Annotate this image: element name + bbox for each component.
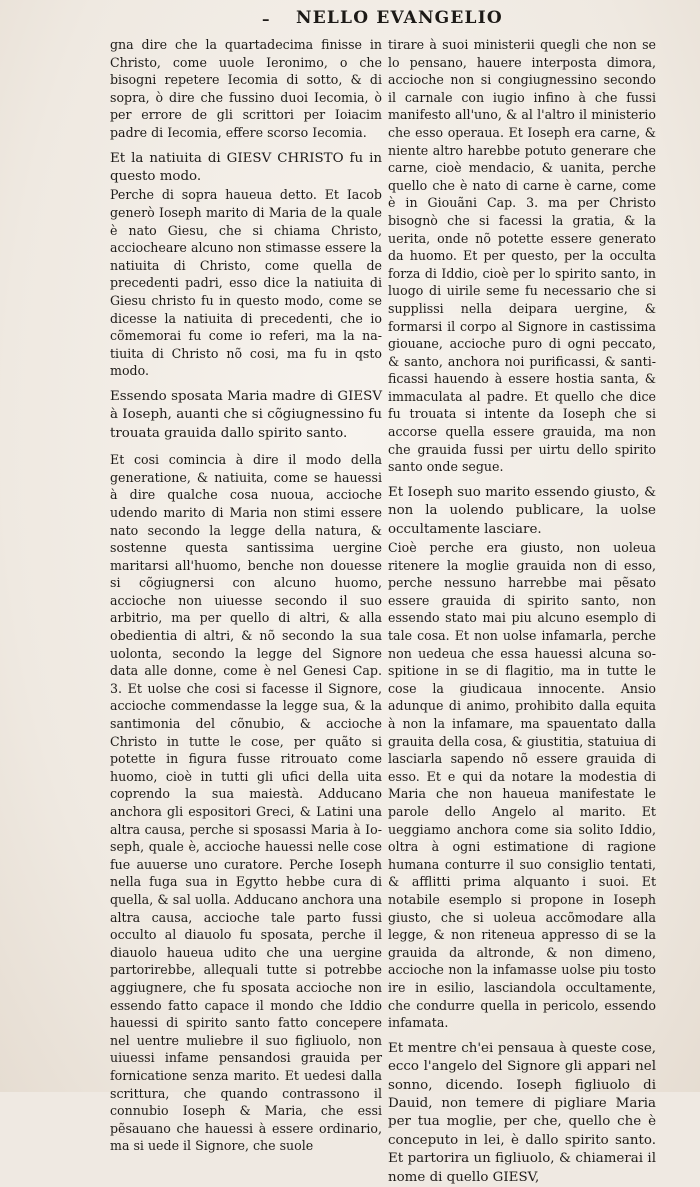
paragraph: gna dire che la quartadecima finisse in Christo, come uuole Ieronimo, o che bisogni repetere Iecomia di sotto, & di sopra, ò dire che fussino duoi Iecomia, ò per errore de gli scrittori per Ioiacim padre di Iecomia, effere scorso Iecomia. bbox=[110, 37, 382, 140]
left-column bbox=[110, 36, 382, 1154]
gospel-lemma: Et mentre ch'ei pensaua à queste cose, ecco l'angelo del Signore gli appari nel sonno, dicendo. Ioseph figliuolo di Dauid, non temere di pigliare Maria per tua moglie, per che, quello che è conceputo in lei, è dallo spirito santo. Et partorira un figliuolo, & chiamerai il nome di quello GIESV, bbox=[388, 1040, 656, 1185]
paragraph: Cioè perche era giusto, non uoleua ritenere la moglie grauida non di esso, perche nessuno harrebbe mai pẽsato essere grauida di spirito santo, non essendo stato mai piu alcuno esemplo di tale cosa. Et non uolse infamarla, perche non uedeua che essa hauessi alcuna sospitione in se di flagitio, ma in tutte le cose la giudicaua innocente. Ansio adunque di animo, prohibito dalla equita à non la infamare, ma spauentato dalla grauita della cosa, & giustitia, statuiua di lasciarla sapendo nõ essere grauida di esso. Et e qui da notare la modestia di Maria che non haueua manifestate le parole dello Angelo al marito. Et ueggiamo anchora come sia solito Iddio, oltra à ogni estimatione di ragione humana conturre il suo consiglio tentati, & afflitti prima alquanto i suoi. Et notabile esemplo si propone in Ioseph giusto, che si uoleua accõmodare alla legge, & non riteneua appresso di se la grauida da altronde, & non dimeno, accioche non la infamasse uolse piu tosto ire in esilio, lasciandola occultamente, che condurre quella in pericolo, essendo infamata. bbox=[388, 540, 656, 1031]
page-header bbox=[0, 6, 700, 32]
gospel-lemma: Essendo sposata Maria madre di GIESV à Ioseph, auanti che si cõgiugnessino fu trouata grauida dallo spirito santo. bbox=[110, 388, 382, 441]
paragraph: tirare à suoi ministerii quegli che non se lo pensano, hauere interposta dimora, accioche non si congiugnessino secondo il carnale con iugio infino à che fussi manifesto all'uno, & al l'altro il ministerio che esso operaua. Et Ioseph era carne, & niente altro harebbe potuto generare che carne, cioè mendacio, & uanita, perche quello che è nato di carne è carne, come è in Giouãni Cap. 3. ma per Christo bisognò che si facessi la gratia, & la uerita, onde nõ potette essere generato da huomo. Et per questo, per la occulta forza di Iddio, cioè per lo spirito santo, in luogo di uirile seme fu necessario che si supplissi nella deipara uergine, & formarsi il corpo al Signore in castissima giouane, accioche puro di ogni peccato, & santo, anchora noi purificassi, & santificassi hauendo à essere hostia santa, & immaculata al padre. Et quello che dice fu trouata si intente da Ioseph che si accorse quella essere grauida, ma non che grauida fussi per uirtu dello spirito santo onde segue. bbox=[388, 37, 656, 475]
paragraph: Perche di sopra haueua detto. Et Iacob generò Ioseph marito di Maria de la quale è nato Giesu, che si chiama Christo, acciocheare alcuno non stimasse essere la natiuita di Christo, come quella de precedenti padri, esso dice la natiuita di Giesu christo fu in questo modo, come se dicesse la natiuita di precedenti, che io cõmemorai fu come io referi, ma la natiuita di Christo nõ cosi, ma fu in qsto modo. bbox=[110, 187, 382, 379]
gospel-lemma: Et Ioseph suo marito essendo giusto, & non la uolendo publicare, la uolse occultamente lasciare. bbox=[388, 484, 656, 537]
paragraph: Et cosi comincia à dire il modo della generatione, & natiuita, come se hauessi à dire qualche cosa nuoua, accioche udendo marito di Maria non stimi essere nato secondo la legge della natura, & sostenne questa santissima uergine maritarsi all'huomo, benche non douesse si cõgiugnersi con alcuno huomo, accioche non uiuesse secondo il suo arbitrio, ma per quello di altri, & alla obedientia di altri, & nõ secondo la sua uolonta, secondo la legge del Signore data alle donne, come è nel Genesi Cap. 3. Et uolse che cosi si facesse il Signore, accioche commendasse la legge sua, & la santimonia del cõnubio, & accioche Christo in tutte le cose, per quãto si potette in figura fusse ritrouato come huomo, cioè in tutti gli ufici della uita coprendo la sua maiestà. Adducano anchora gli espositori Greci, & Latini una altra causa, perche si sposassi Maria à Ioseph, quale è, accioche hauessi nelle cose fue auuerse uno curatore. Perche Ioseph nella fuga sua in Egytto hebbe cura di quella, & sal uolla. Adducano anchora una altra causa, accioche tale parto fussi occulto al diauolo fu sposata, perche il diauolo haueua udito che una uergine partorirebbe, allequali tutte si potrebbe aggiugnere, che fu sposata accioche non essendo fatto capace il mondo che Iddio hauessi di spirito santo fatto concepere nel uentre muliebre il suo figliuolo, non uiuessi infame pensandosi grauida per fornicatione senza marito. Et uedesi dalla scrittura, che quando contrassono il connubio Ioseph & Maria, che essi pẽsauano che hauessi à essere ordinario, ma si uede il Signore, che suole bbox=[110, 452, 382, 1154]
header-dash: – bbox=[262, 10, 270, 28]
right-column bbox=[388, 36, 656, 1185]
gospel-lemma: Et la natiuita di GIESV CHRISTO fu in questo modo. bbox=[110, 150, 382, 184]
running-title: NELLO EVANGELIO bbox=[296, 8, 503, 28]
